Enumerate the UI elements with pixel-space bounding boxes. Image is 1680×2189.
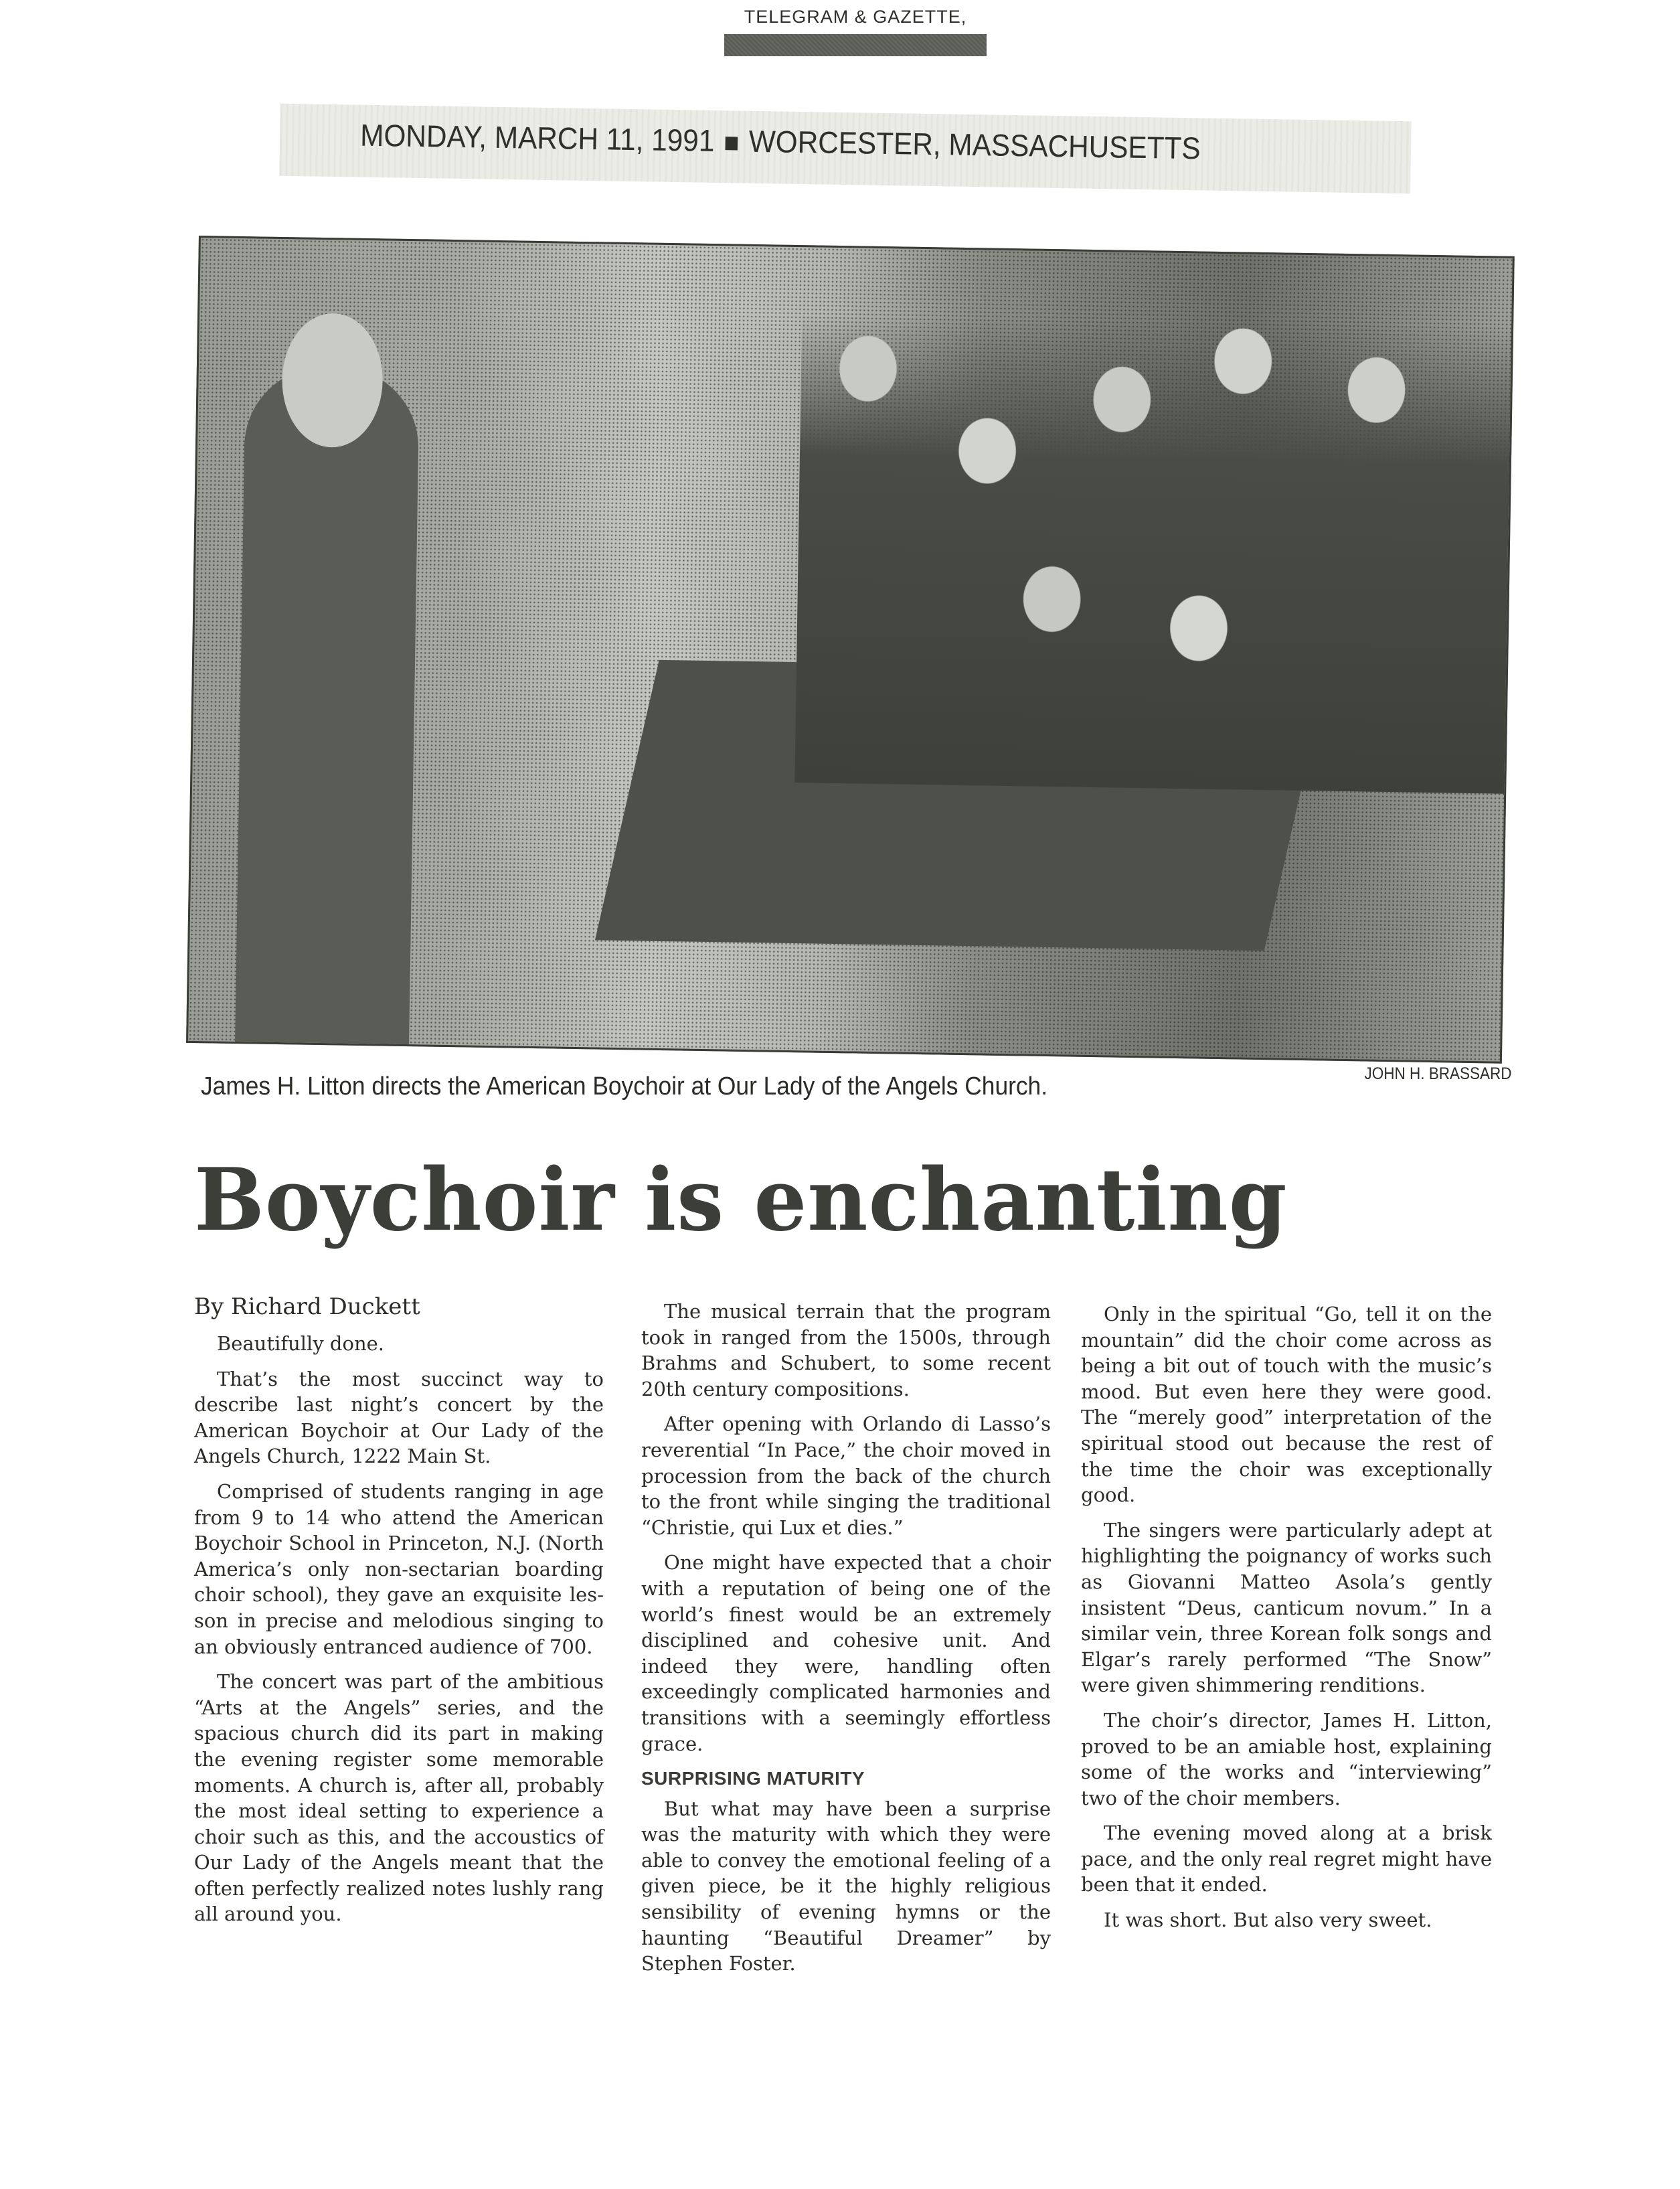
paragraph: The choir’s director, James H. Litton, proved to be an amiable host, explaining some of the works and “interviewing” two of the choir members. xyxy=(1081,1708,1492,1809)
paragraph: One might have expected that a choir with a reputation of being one of the world’s finest would be an extremely disciplined and cohesive unit. And indeed they were, handling often exceedingly complicated harmonies and transitions with a seemingly effortless grace. xyxy=(641,1551,1051,1755)
masthead xyxy=(724,7,987,56)
square-bullet-icon xyxy=(726,137,738,150)
paragraph: The concert was part of the ambitious “Arts at the Angels” series, and the spacious church did its part in making the evening register some memorable moments. A church is, after all, probably the most ideal setting to experience a choir such as this, and the accoustics of Our Lady of the Angels meant that the often perfectly realized notes lushly rang all around you. xyxy=(194,1670,604,1926)
paragraph: The evening moved along at a brisk pace, and the only real regret might have been that it ended. xyxy=(1081,1821,1492,1896)
subheading: SURPRISING MATURITY xyxy=(641,1768,865,1789)
paragraph: It was short. But also very sweet. xyxy=(1104,1909,1432,1932)
publication-name: TELEGRAM & GAZETTE, xyxy=(744,7,967,27)
dateline xyxy=(360,117,1201,167)
paragraph: Only in the spiritual “Go, tell it on the mountain” did the choir come across as being a bit out of touch with the music’s mood. But even here they were good. The “merely good” interpretation of the spiritual stood out because the rest of the time the choir was exceptionally good. xyxy=(1081,1303,1492,1507)
paragraph: But what may have been a surprise was the maturity with which they were able to convey the emotional feeling of a given piece, be it the highly religious sensibility of evening hymns or the haunting “Beautiful Dreamer” by Stephen Foster. xyxy=(641,1797,1051,1975)
paragraph: Comprised of students ranging in age from 9 to 14 who attend the American Boychoir School in Princeton, N.J. (North America’s only non-sectarian boarding choir school), they gave an exquisite lesson in precise and melodious singing to an obviously entranced audience of 700. xyxy=(194,1479,604,1658)
dateline-location: WORCESTER, MASSACHUSETTS xyxy=(748,123,1201,166)
dateline-strip xyxy=(279,104,1411,194)
paragraph: That’s the most succinct way to describe last night’s concert by the American Boychoir at Our Lady of the Angels Church, 1222 Main St. xyxy=(194,1367,604,1468)
paragraph: The singers were particularly adept at highlighting the poignancy of works such as Giovanni Matteo Asola’s gently insistent “Deus, canticum novum.” In a similar vein, three Korean folk songs and Elgar’s rarely performed “The Snow” were given shimmering renditions. xyxy=(1081,1518,1492,1697)
paragraph: The musical terrain that the program took in ranged from the 1500s, through Brahms and Schubert, to some recent 20th century compositions. xyxy=(641,1300,1051,1400)
photo-conductor-figure xyxy=(235,366,420,1044)
article-column-1 xyxy=(194,1292,604,1937)
article-column-3 xyxy=(1081,1301,1492,1943)
headline: Boychoir is enchanting xyxy=(194,1150,1288,1250)
article-column-2 xyxy=(641,1299,1051,1986)
photo-caption: James H. Litton directs the American Boychoir at Our Lady of the Angels Church. xyxy=(201,1072,1048,1101)
paragraph: After opening with Orlando di Lasso’s reverential “In Pace,” the choir moved in procession from the back of the church to the front while singing the traditional “Christie, qui Lux et dies.” xyxy=(641,1412,1051,1539)
masthead-rule xyxy=(724,34,987,56)
byline: By Richard Duckett xyxy=(194,1293,420,1320)
dateline-date: MONDAY, MARCH 11, 1991 xyxy=(359,117,715,158)
photo-choir-group xyxy=(794,314,1511,794)
article-photo xyxy=(186,236,1515,1064)
paragraph: Beautifully done. xyxy=(217,1332,385,1355)
photo-credit: JOHN H. BRASSARD xyxy=(1363,1064,1511,1083)
